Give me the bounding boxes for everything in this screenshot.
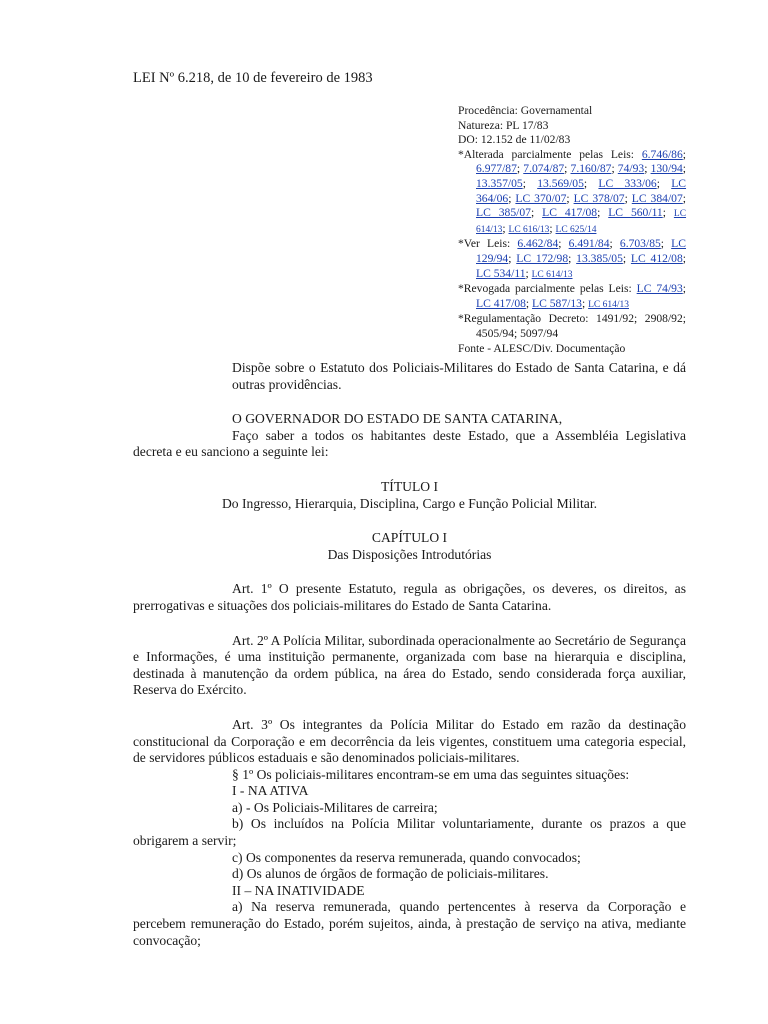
law-link[interactable]: LC 614/13	[588, 299, 629, 310]
capitulo-heading: CAPÍTULO I	[371, 530, 448, 546]
article-2: Art. 2º A Polícia Militar, subordinada operacionalmente ao Secretário de Segurança e Informações, é uma instituição permanente, organizada com base na hierarquia e disciplina, destinada à manutenção da ordem pública, na área do Estado, sendo considerada força auxiliar, Reserva do Exército.	[133, 632, 686, 698]
law-link[interactable]: 6.703/85	[619, 237, 661, 251]
faco-saber: Faço saber a todos os habitantes deste Estado, que a Assembléia Legislativa decreta e eu sanciono a seguinte lei:	[133, 427, 686, 460]
law-link[interactable]: 130/94	[650, 162, 683, 176]
law-link[interactable]: LC 587/13	[532, 296, 582, 310]
alterada-small-links: LC 614/13; LC 616/13; LC 625/14	[476, 209, 687, 235]
law-link[interactable]: LC 172/98	[516, 251, 569, 265]
alterada-links: 6.746/86; 6.977/87; 7.074/87; 7.160/87; 74/93; 130/94; 13.357/05; 13.569/05; LC 333/06; LC 364/06; LC 370/07; LC 378/07; LC 384/07; LC 385/07; LC 417/08; LC 560/11;	[476, 147, 687, 220]
law-link[interactable]: LC 625/14	[555, 224, 597, 235]
fonte: Fonte - ALESC/Div. Documentação	[458, 341, 626, 355]
alinea-c1: c) Os componentes da reserva remunerada, quando convocados;	[232, 849, 581, 865]
ver-links: 6.462/84; 6.491/84; 6.703/85; LC 129/94; LC 172/98; 13.385/05; LC 412/08; LC 534/11;	[476, 237, 687, 280]
law-link[interactable]: LC 560/11	[608, 206, 663, 220]
law-link[interactable]: LC 616/13	[508, 224, 550, 235]
capitulo-nome: Das Disposições Introdutórias	[327, 546, 492, 562]
ementa: Dispõe sobre o Estatuto dos Policiais-Militares do Estado de Santa Catarina, e dá outras providências.	[232, 360, 686, 392]
law-link[interactable]: 13.569/05	[537, 176, 584, 190]
diario-oficial: DO: 12.152 de 11/02/83	[458, 133, 571, 147]
governador: O GOVERNADOR DO ESTADO DE SANTA CATARINA,	[232, 411, 563, 427]
law-link[interactable]: 6.462/84	[517, 237, 559, 251]
inciso-1: I - NA ATIVA	[232, 783, 309, 799]
law-link[interactable]: 7.160/87	[570, 162, 612, 176]
law-link[interactable]: LC 384/07	[631, 191, 683, 205]
law-link[interactable]: LC 370/07	[515, 191, 567, 205]
law-link[interactable]: LC 417/08	[542, 206, 598, 220]
alinea-a1: a) - Os Policiais-Militares de carreira;	[232, 799, 438, 815]
ver-label: *Ver Leis:	[458, 237, 511, 251]
law-link[interactable]: LC 364/06	[476, 176, 687, 205]
law-link[interactable]: 6.977/87	[476, 162, 517, 176]
article-1: Art. 1º O presente Estatuto, regula as obrigações, os deveres, os direitos, as prerrogativas e situações dos policiais-militares do Estado de Santa Catarina.	[133, 581, 686, 613]
law-link[interactable]: LC 74/93	[636, 282, 683, 296]
law-link[interactable]: LC 333/06	[598, 176, 657, 190]
revogada-label: *Revogada parcialmente pelas Leis:	[458, 282, 632, 296]
alterada-block	[458, 148, 686, 238]
article-3: Art. 3º Os integrantes da Polícia Militar do Estado em razão da destinação constitucional da Corporação e em decorrência da leis vigentes, constituem uma categoria especial, de servidores públicos estaduais e são denominados policiais-militares.	[133, 716, 686, 766]
alinea-a2: a) Na reserva remunerada, quando pertencentes à reserva da Corporação e percebem remuneração do Estado, porém sujeitos, ainda, à prestação de serviço na ativa, mediante convocação;	[133, 899, 686, 948]
regulamentacao: *Regulamentação Decreto: 1491/92; 2908/92; 4505/94; 5097/94	[458, 312, 686, 340]
alterada-label: *Alterada parcialmente pelas Leis:	[458, 147, 635, 161]
metadata-block	[458, 104, 686, 356]
paragraph-1: § 1º Os policiais-militares encontram-se em uma das seguintes situações:	[232, 766, 630, 782]
law-link[interactable]: LC 534/11	[476, 266, 526, 280]
law-link[interactable]: LC 417/08	[476, 296, 526, 310]
revogada-block	[458, 282, 686, 312]
revogada-links: LC 74/93; LC 417/08; LC 587/13;	[476, 282, 686, 310]
alinea-b1: b) Os incluídos na Polícia Militar voluntariamente, durante os prazos a que obrigarem a servir;	[133, 816, 686, 849]
law-body	[133, 360, 686, 949]
procedencia: Procedência: Governamental	[458, 104, 593, 117]
law-link[interactable]: 13.357/05	[476, 176, 523, 190]
titulo-heading: TÍTULO I	[381, 478, 438, 494]
law-link[interactable]: 74/93	[617, 162, 645, 176]
law-link[interactable]: LC 412/08	[630, 251, 683, 265]
law-link[interactable]: LC 614/13	[531, 269, 573, 280]
law-link[interactable]: 13.385/05	[576, 251, 623, 265]
inciso-2: II – NA INATIVIDADE	[232, 882, 365, 898]
law-link[interactable]: 7.074/87	[523, 162, 565, 176]
law-link[interactable]: LC 385/07	[476, 206, 531, 220]
titulo-nome: Do Ingresso, Hierarquia, Disciplina, Cargo e Função Policial Militar.	[221, 495, 597, 511]
law-link[interactable]: LC 129/94	[476, 237, 686, 265]
law-link[interactable]: LC 614/13	[476, 209, 687, 235]
law-link[interactable]: LC 378/07	[573, 191, 625, 205]
law-title: LEI Nº 6.218, de 10 de fevereiro de 1983	[133, 70, 373, 86]
law-link[interactable]: 6.746/86	[641, 147, 683, 161]
law-link[interactable]: 6.491/84	[568, 237, 610, 251]
alinea-d1: d) Os alunos de órgãos de formação de policiais-militares.	[232, 866, 549, 882]
natureza: Natureza: PL 17/83	[458, 118, 549, 132]
ver-block	[458, 237, 686, 282]
